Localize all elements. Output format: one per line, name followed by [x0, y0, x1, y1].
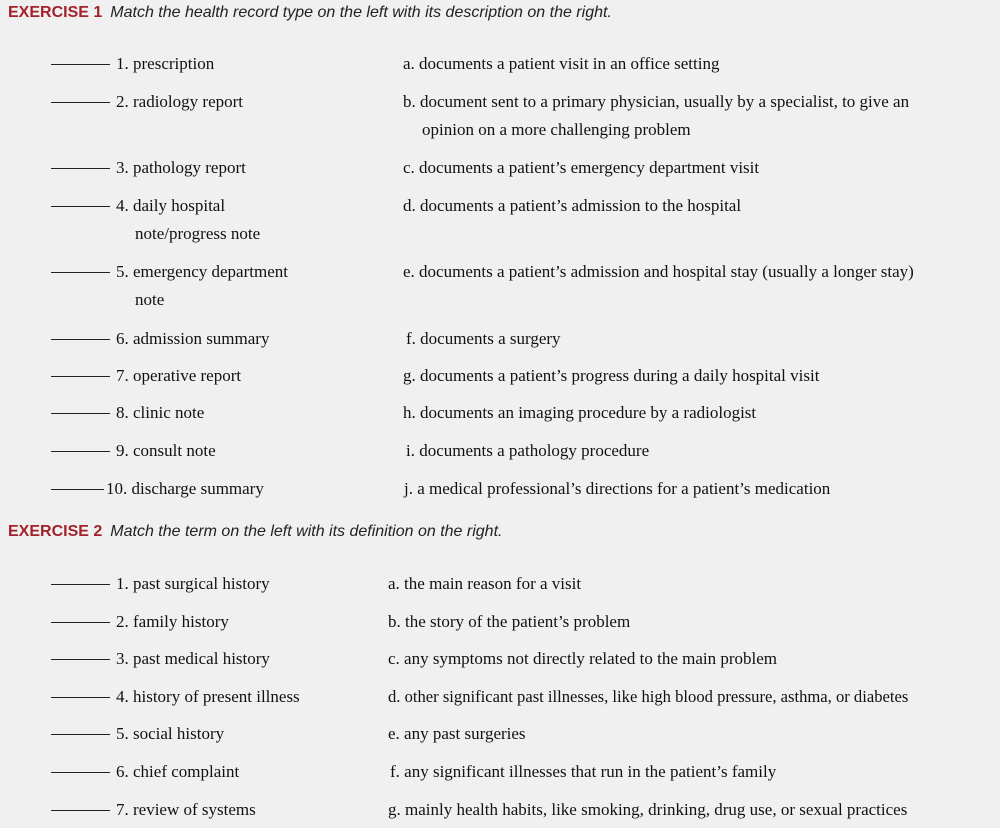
- term-line: 9. consult note: [116, 441, 216, 460]
- description-line: c. documents a patient’s emergency department visit: [403, 158, 760, 177]
- description-line: h. documents an imaging procedure by a radiologist: [403, 403, 757, 422]
- answer-blank[interactable]: [51, 734, 110, 735]
- answer-blank[interactable]: [51, 102, 110, 103]
- answer-blank[interactable]: [51, 697, 110, 698]
- term-line-continued: note: [135, 290, 165, 309]
- exercise-2-term: 6. chief complaint: [116, 762, 240, 781]
- exercise-1-term: [116, 258, 288, 314]
- answer-blank[interactable]: [51, 272, 110, 273]
- exercise-2-term: 5. social history: [116, 724, 225, 743]
- answer-blank[interactable]: [51, 659, 110, 660]
- exercise-1-term: [116, 437, 216, 465]
- exercise-1-term: [106, 475, 264, 503]
- description-line: a. documents a patient visit in an office setting: [403, 54, 720, 73]
- exercise-2-definition: a. the main reason for a visit: [388, 574, 582, 593]
- exercise-1-description: [403, 399, 756, 427]
- description-line: b. document sent to a primary physician, usually by a specialist, to give an: [403, 92, 910, 111]
- exercise-1-description: [403, 50, 719, 78]
- exercise-1-description: [404, 475, 830, 503]
- exercise-1-term: [116, 399, 204, 427]
- exercise-2-definition: c. any symptoms not directly related to the main problem: [388, 649, 778, 668]
- exercise-2-definition: e. any past surgeries: [388, 724, 526, 743]
- description-line: i. documents a pathology procedure: [406, 441, 650, 460]
- description-line: j. a medical professional’s directions for a patient’s medication: [404, 479, 831, 498]
- term-line: 1. prescription: [116, 54, 215, 73]
- answer-blank[interactable]: [51, 622, 110, 623]
- term-line: 7. operative report: [116, 366, 242, 385]
- exercise-2-definition: b. the story of the patient’s problem: [388, 612, 631, 631]
- exercise-2-definition: g. mainly health habits, like smoking, drinking, drug use, or sexual practices: [388, 800, 908, 819]
- answer-blank[interactable]: [51, 489, 104, 490]
- exercise-2-term: 2. family history: [116, 612, 229, 631]
- exercise-1-description: [406, 325, 561, 353]
- answer-blank[interactable]: [51, 413, 110, 414]
- description-line: d. documents a patient’s admission to the hospital: [403, 196, 742, 215]
- exercise-1-description: [403, 362, 819, 390]
- exercise-1-heading: [8, 3, 612, 23]
- term-line: 4. daily hospital: [116, 196, 226, 215]
- exercise-1-term: [116, 325, 269, 353]
- term-line: 8. clinic note: [116, 403, 205, 422]
- answer-blank[interactable]: [51, 168, 110, 169]
- answer-blank[interactable]: [51, 206, 110, 207]
- exercise-1-term: [116, 362, 241, 390]
- term-line-continued: note/progress note: [135, 224, 261, 243]
- exercise-1-term: [116, 192, 260, 248]
- exercise-2-term: 4. history of present illness: [116, 687, 300, 706]
- exercise-1-description: [403, 258, 914, 286]
- exercise-2-definition: f. any significant illnesses that run in the patient’s family: [390, 762, 777, 781]
- term-line: 2. radiology report: [116, 92, 243, 111]
- exercise-2-definition: d. other significant past illnesses, like high blood pressure, asthma, or diabetes: [388, 687, 909, 706]
- answer-blank[interactable]: [51, 64, 110, 65]
- exercise-1-description: [406, 437, 649, 465]
- answer-blank[interactable]: [51, 810, 110, 811]
- exercise-1-term: [116, 50, 214, 78]
- exercise-1-instruction: Match the health record type on the left with its description on the right.: [110, 4, 612, 21]
- exercise-2-heading: [8, 522, 502, 542]
- answer-blank[interactable]: [51, 451, 110, 452]
- exercise-1-description: [403, 88, 909, 144]
- description-line: f. documents a surgery: [406, 329, 561, 348]
- term-line: 10. discharge summary: [106, 479, 264, 498]
- description-line-continued: opinion on a more challenging problem: [422, 120, 691, 139]
- description-line: e. documents a patient’s admission and hospital stay (usually a longer stay): [403, 262, 914, 281]
- term-line: 6. admission summary: [116, 329, 270, 348]
- answer-blank[interactable]: [51, 772, 110, 773]
- exercise-2-term: 1. past surgical history: [116, 574, 270, 593]
- exercise-2-label: EXERCISE 2: [8, 523, 103, 540]
- exercise-2-instruction: Match the term on the left with its definition on the right.: [110, 523, 503, 540]
- exercise-2-term: 3. past medical history: [116, 649, 270, 668]
- exercise-1-term: [116, 88, 243, 116]
- answer-blank[interactable]: [51, 339, 110, 340]
- exercise-1-description: [403, 154, 759, 182]
- description-line: g. documents a patient’s progress during a daily hospital visit: [403, 366, 820, 385]
- term-line: 5. emergency department: [116, 262, 288, 281]
- answer-blank[interactable]: [51, 376, 110, 377]
- answer-blank[interactable]: [51, 584, 110, 585]
- term-line: 3. pathology report: [116, 158, 246, 177]
- exercise-1-label: EXERCISE 1: [8, 4, 103, 21]
- exercise-1-term: [116, 154, 246, 182]
- exercise-2-term: 7. review of systems: [116, 800, 256, 819]
- exercise-1-description: [403, 192, 741, 220]
